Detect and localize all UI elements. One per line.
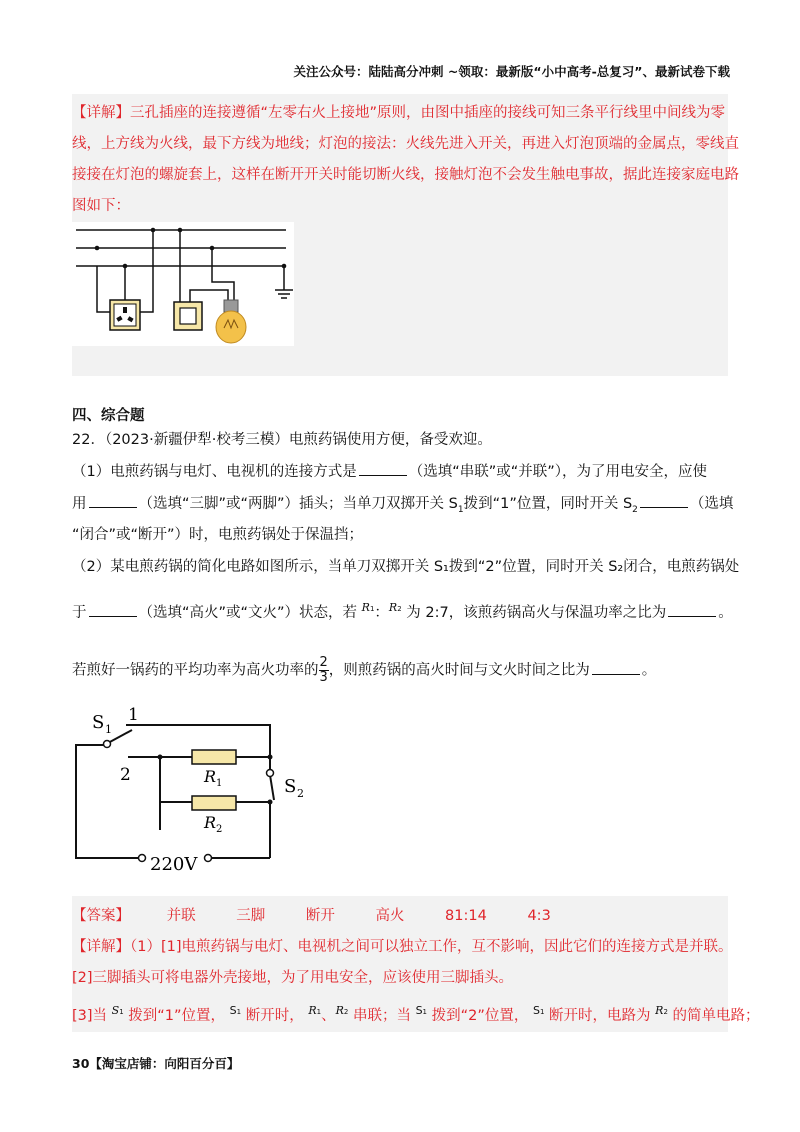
svg-text:1: 1: [216, 778, 223, 789]
answer-blank[interactable]: [640, 493, 688, 508]
svg-text:1: 1: [105, 723, 112, 736]
position-1-label: 1: [128, 705, 139, 725]
answer-blank[interactable]: [592, 660, 640, 675]
question-part1-line2: 用 （选填“三脚”或“两脚”）插头；当单刀双掷开关 $S_1$拨到“1”位置，同时开关 $S_2$ （选填: [72, 492, 733, 515]
detail-line-2: 线，上方线为火线，最下方线为地线；灯泡的接法：火线先进入开关，再进入灯泡顶端的金属点，零线直: [72, 136, 739, 152]
question-stem: 22．（2023·新疆伊犁·校考三模）电煎药锅使用方便，备受欢迎。: [72, 432, 492, 448]
voltage-label: 220V: [150, 854, 198, 875]
question-part1-line3: “闭合”或“断开”）时，电煎药锅处于保温挡；: [72, 527, 364, 543]
detail-line-3: 接接在灯泡的螺旋套上，这样在断开开关时能切断火线，接触灯泡不会发生触电事故，据此连接家庭电路: [72, 167, 739, 183]
detail-line-1: 【详解】三孔插座的连接遵循“左零右火上接地”原则，由图中插座的接线可知三条平行线里中间线为零: [72, 105, 726, 121]
answer-blank[interactable]: [359, 461, 407, 476]
s1-label: S: [92, 712, 105, 733]
question-part2-line1: （2）某电煎药锅的简化电路如图所示，当单刀双掷开关 S₁拨到“2”位置，同时开关 S₂闭合，电煎药锅处: [72, 559, 740, 575]
question-part1-line1: （1）电煎药锅与电灯、电视机的连接方式是 （选填“串联”或“并联”），为了用电安全，应使: [72, 460, 707, 481]
socket-icon: [110, 300, 140, 330]
resistor-r2: [192, 796, 236, 810]
resistor-r1: [192, 750, 236, 764]
answer-blank[interactable]: [668, 602, 716, 617]
s2-label: S: [284, 776, 297, 797]
svg-text:2: 2: [216, 824, 223, 835]
page-footer: 30【淘宝店铺：向阳百分百】: [72, 1056, 240, 1071]
page-header: 关注公众号：陆陆高分冲刺 ~领取：最新版“小中高考-总复习”、最新试卷下载: [293, 64, 730, 79]
detail2-line-2: [2]三脚插头可将电器外壳接地，为了用电安全，应该使用三脚插头。: [72, 970, 514, 986]
svg-text:2: 2: [297, 787, 304, 800]
circuit-diagram: [72, 700, 312, 880]
section-title: 四、综合题: [72, 408, 145, 424]
fraction: $\frac{2}{3}$: [319, 655, 328, 685]
r2-label: R: [204, 813, 217, 832]
detail2-line-1: 【详解】（1）[1]电煎药锅与电灯、电视机之间可以独立工作，互不影响，因此它们的连接方式是并联。: [72, 939, 733, 955]
question-part2-line3: 若煎好一锅药的平均功率为高火功率的 $\frac{2}{3}$，则煎药锅的高火时间与文火时间之比为 。: [72, 655, 657, 685]
switch-icon: [174, 302, 202, 330]
detail2-line-3: [3]当 $^{S1}$ 拨到“1”位置， $^{S1}$ 断开时， $^{R1}$、$^{R2}$ 串联；当 $^{S1}$ 拨到“2”位置， $^{S1}$ 断开时，电路为 $^{R2}$ 的简单电路；: [72, 1004, 760, 1024]
answer-blank[interactable]: [89, 493, 137, 508]
household-wiring-diagram: [72, 222, 294, 346]
question-part2-line2: 于 （选填“高火”或“文火”）状态，若 $^{R1}$：$^{R2}$ 为 2:7，该煎药锅高火与保温功率之比为 。: [72, 601, 733, 621]
r1-label: R: [204, 767, 217, 786]
position-2-label: 2: [120, 765, 131, 785]
detail-line-4: 图如下：: [72, 198, 130, 214]
answer-line: 【答案】 并联 三脚 断开 高火 81:14 4:3: [72, 908, 551, 924]
answer-blank[interactable]: [89, 602, 137, 617]
